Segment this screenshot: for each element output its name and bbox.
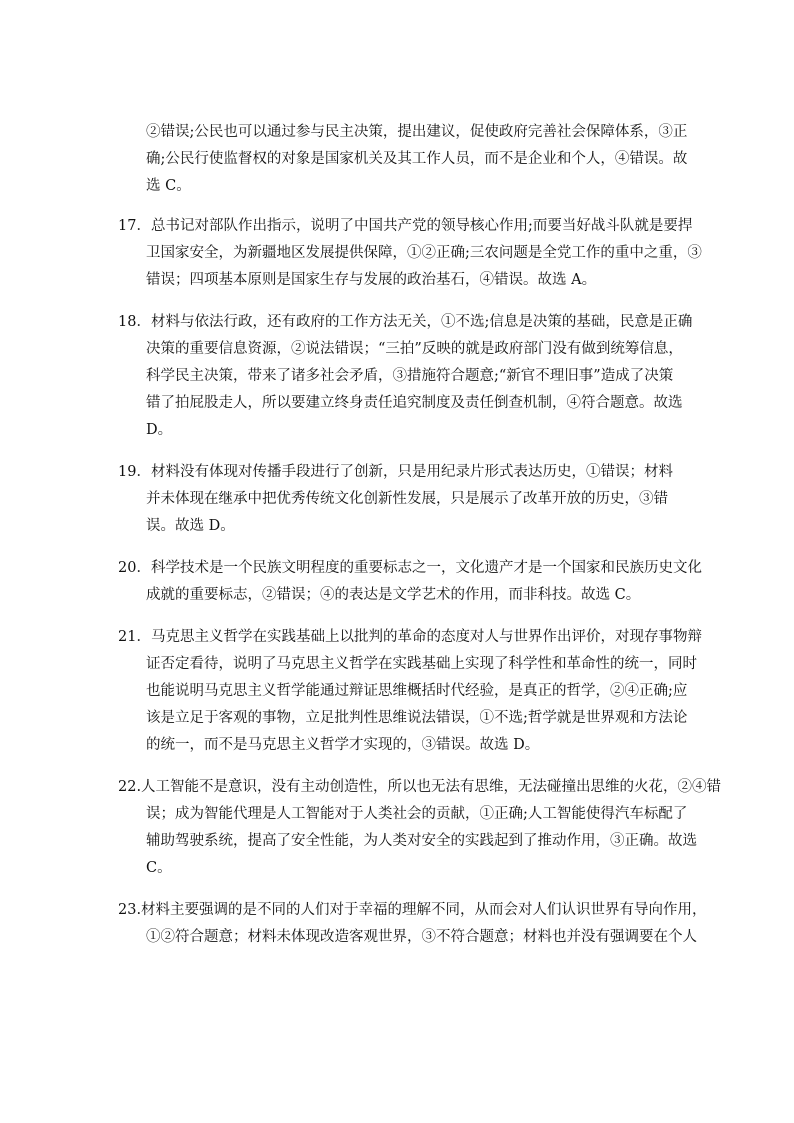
text-line: 也能说明马克思主义哲学能通过辩证思维概括时代经验，是真正的哲学，②④正确;应 bbox=[146, 683, 688, 699]
text-line: 23.材料主要强调的是不同的人们对于幸福的理解不同，从而会对人们认识世界有导向作用， bbox=[118, 902, 707, 918]
paragraph-q17 bbox=[118, 213, 702, 294]
text-line: D。 bbox=[146, 422, 173, 438]
text-line: 科学民主决策，带来了诸多社会矛盾，③措施符合题意;“新官不理旧事”造成了决策 bbox=[146, 368, 674, 384]
answer-explanations bbox=[118, 119, 722, 966]
text-line: 卫国家安全，为新疆地区发展提供保障，①②正确;三农问题是全党工作的重中之重，③ bbox=[146, 245, 702, 261]
text-line: 错了拍屁股走人，所以要建立终身责任追究制度及责任倒查机制，④符合题意。故选 bbox=[146, 395, 683, 411]
text-line: 成就的重要标志，②错误；④的表达是文学艺术的作用，而非科技。故选 C。 bbox=[146, 587, 641, 603]
paragraph-q18 bbox=[118, 309, 693, 444]
text-line: 确;公民行使监督权的对象是国家机关及其工作人员，而不是企业和个人，④错误。故 bbox=[146, 151, 688, 167]
paragraph-q21 bbox=[118, 624, 702, 759]
paragraph-q19 bbox=[118, 459, 674, 540]
text-line: 错误；四项基本原则是国家生存与发展的政治基石，④错误。故选 A。 bbox=[146, 272, 597, 288]
text-line: ①②符合题意；材料未体现改造客观世界，③不符合题意；材料也并没有强调要在个人 bbox=[146, 929, 697, 945]
paragraph-q22 bbox=[118, 774, 722, 882]
text-line: 该是立足于客观的事物，立足批判性思维说法错误，①不选;哲学就是世界观和方法论 bbox=[146, 710, 688, 726]
text-line: 辅助驾驶系统，提高了安全性能，为人类对安全的实践起到了推动作用，③正确。故选 bbox=[146, 833, 697, 849]
text-line: 19．材料没有体现对传播手段进行了创新，只是用纪录片形式表达历史，①错误；材料 bbox=[118, 464, 673, 480]
text-line: 21．马克思主义哲学在实践基础上以批判的革命的态度对人与世界作出评价，对现存事物辩 bbox=[118, 629, 702, 645]
text-line: 17．总书记对部队作出指示，说明了中国共产党的领导核心作用;而要当好战斗队就是要捍 bbox=[118, 218, 693, 234]
text-line: 18．材料与依法行政，还有政府的工作方法无关，①不选;信息是决策的基础，民意是正确 bbox=[118, 314, 693, 330]
text-line: 的统一，而不是马克思主义哲学才实现的，③错误。故选 D。 bbox=[146, 737, 540, 753]
text-line: 并未体现在继承中把优秀传统文化创新性发展，只是展示了改革开放的历史，③错 bbox=[146, 491, 668, 507]
text-line: ②错误;公民也可以通过参与民主决策，提出建议，促使政府完善社会保障体系，③正 bbox=[146, 124, 688, 140]
text-line: C。 bbox=[146, 860, 172, 876]
paragraph-q23 bbox=[118, 897, 707, 951]
text-line: 证否定看待，说明了马克思主义哲学在实践基础上实现了科学性和革命性的统一，同时 bbox=[146, 656, 697, 672]
paragraph-q16-continuation bbox=[146, 119, 688, 200]
text-line: 误。故选 D。 bbox=[146, 518, 235, 534]
paragraph-q20 bbox=[118, 555, 702, 609]
text-line: 22.人工智能不是意识，没有主动创造性，所以也无法有思维，无法碰撞出思维的火花，②④错 bbox=[118, 779, 722, 795]
text-line: 20．科学技术是一个民族文明程度的重要标志之一，文化遗产才是一个国家和民族历史文化 bbox=[118, 560, 702, 576]
text-line: 决策的重要信息资源，②说法错误；“三拍”反映的就是政府部门没有做到统筹信息， bbox=[146, 341, 683, 357]
text-line: 误；成为智能代理是人工智能对于人类社会的贡献，①正确;人工智能使得汽车标配了 bbox=[146, 806, 688, 822]
text-line: 选 C。 bbox=[146, 178, 191, 194]
